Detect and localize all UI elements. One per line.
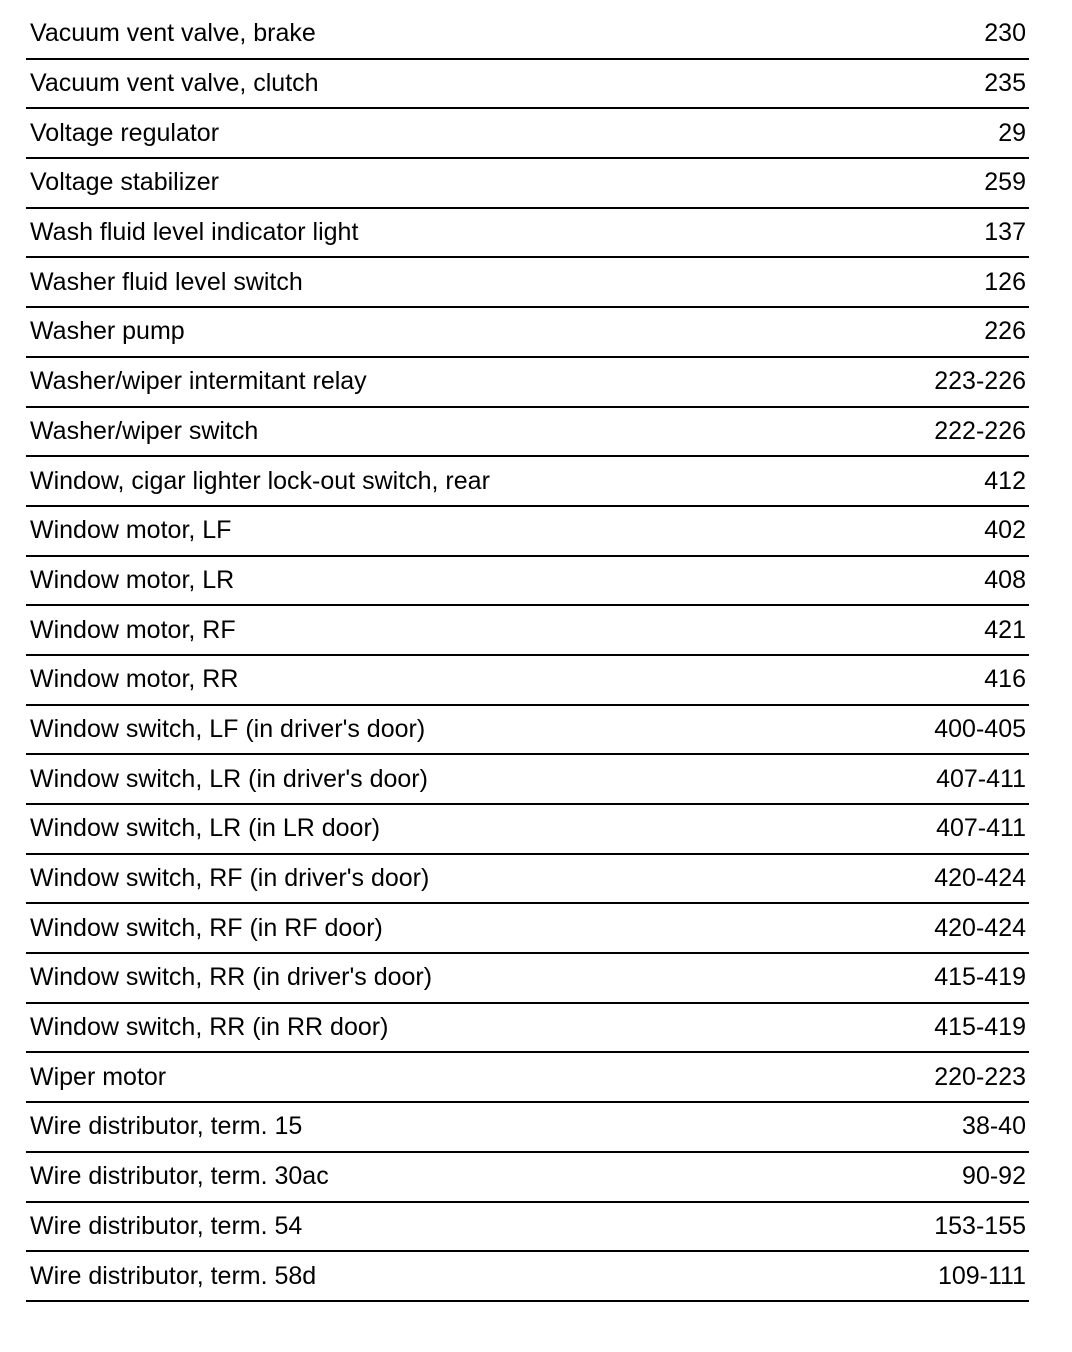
component-name: Washer/wiper intermitant relay <box>30 367 367 396</box>
page-reference: 407-411 <box>936 764 1026 793</box>
index-row <box>26 606 1029 656</box>
index-row <box>26 954 1029 1004</box>
index-row <box>26 358 1029 408</box>
page-reference: 420-424 <box>934 913 1026 942</box>
index-row <box>26 656 1029 706</box>
page-reference: 222-226 <box>934 416 1026 445</box>
page-reference: 416 <box>984 665 1026 694</box>
page-reference: 408 <box>984 565 1026 594</box>
index-row <box>26 159 1029 209</box>
component-name: Window motor, RR <box>30 665 239 694</box>
index-row <box>26 1053 1029 1103</box>
page-reference: 412 <box>984 466 1026 495</box>
index-row <box>26 1103 1029 1153</box>
index-row <box>26 1252 1029 1302</box>
component-name: Window motor, LR <box>30 565 235 594</box>
index-row <box>26 408 1029 458</box>
component-name: Wire distributor, term. 30ac <box>30 1162 329 1191</box>
index-row <box>26 1203 1029 1253</box>
index-row <box>26 60 1029 110</box>
index-row <box>26 1153 1029 1203</box>
page-reference: 109-111 <box>937 1261 1026 1290</box>
page-reference: 407-411 <box>936 814 1026 843</box>
component-name: Window, cigar lighter lock-out switch, rear <box>30 466 490 495</box>
page-reference: 220-223 <box>934 1062 1026 1091</box>
component-name: Window motor, LF <box>30 516 232 545</box>
page-reference: 29 <box>998 118 1026 147</box>
component-name: Washer fluid level switch <box>30 267 303 296</box>
component-index-table <box>26 10 1029 1302</box>
component-name: Wire distributor, term. 54 <box>30 1211 303 1240</box>
page-reference: 259 <box>984 168 1026 197</box>
component-name: Washer/wiper switch <box>30 416 259 445</box>
page-reference: 415-419 <box>934 1013 1026 1042</box>
index-row <box>26 507 1029 557</box>
component-name: Window switch, LR (in driver's door) <box>30 764 428 793</box>
index-row <box>26 706 1029 756</box>
page-reference: 137 <box>984 218 1026 247</box>
index-row <box>26 557 1029 607</box>
page-reference: 415-419 <box>934 963 1026 992</box>
component-name: Window switch, LF (in driver's door) <box>30 714 426 743</box>
index-row <box>26 457 1029 507</box>
component-name: Voltage stabilizer <box>30 168 220 197</box>
page-reference: 402 <box>984 516 1026 545</box>
component-name: Wire distributor, term. 58d <box>30 1261 317 1290</box>
component-name: Vacuum vent valve, clutch <box>30 69 319 98</box>
page-reference: 226 <box>984 317 1026 346</box>
component-name: Window motor, RF <box>30 615 236 644</box>
index-row <box>26 855 1029 905</box>
component-name: Wash fluid level indicator light <box>30 218 359 247</box>
component-name: Window switch, LR (in LR door) <box>30 814 381 843</box>
page-reference: 153-155 <box>934 1211 1026 1240</box>
index-row <box>26 109 1029 159</box>
index-row <box>26 1004 1029 1054</box>
page-reference: 126 <box>984 267 1026 296</box>
component-name: Window switch, RF (in RF door) <box>30 913 383 942</box>
component-name: Vacuum vent valve, brake <box>30 19 316 48</box>
component-name: Wire distributor, term. 15 <box>30 1112 303 1141</box>
component-name: Washer pump <box>30 317 185 346</box>
component-name: Window switch, RR (in driver's door) <box>30 963 433 992</box>
page-reference: 38-40 <box>962 1112 1026 1141</box>
component-name: Window switch, RF (in driver's door) <box>30 864 430 893</box>
index-row <box>26 258 1029 308</box>
index-row <box>26 10 1029 60</box>
component-name: Window switch, RR (in RR door) <box>30 1013 389 1042</box>
index-row <box>26 209 1029 259</box>
index-row <box>26 904 1029 954</box>
page-reference: 420-424 <box>934 864 1026 893</box>
page-reference: 400-405 <box>934 714 1026 743</box>
index-row <box>26 755 1029 805</box>
index-row <box>26 805 1029 855</box>
index-row <box>26 308 1029 358</box>
page-reference: 223-226 <box>934 367 1026 396</box>
component-name: Voltage regulator <box>30 118 220 147</box>
page-reference: 235 <box>984 69 1026 98</box>
page-reference: 421 <box>984 615 1026 644</box>
page-reference: 230 <box>984 19 1026 48</box>
page-reference: 90-92 <box>962 1162 1026 1191</box>
component-name: Wiper motor <box>30 1062 167 1091</box>
